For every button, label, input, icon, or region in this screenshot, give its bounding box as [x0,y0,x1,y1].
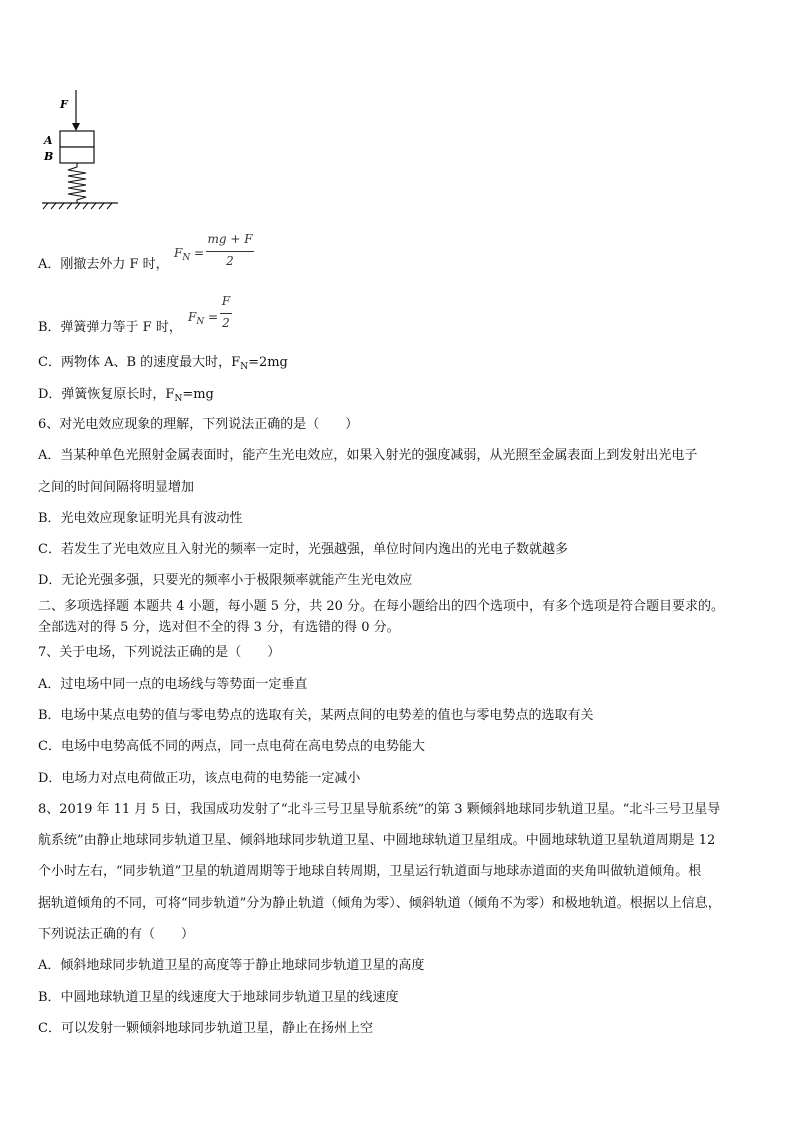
block-a-label: A [44,134,53,147]
spring [68,163,86,203]
force-label: F [60,98,68,111]
q8-stem-line5: 下列说法正确的有（ ） [38,927,195,942]
formula-a-lhs: F [174,246,183,260]
q5-option-a-formula [174,232,264,272]
q6-option-b: B．光电效应现象证明光具有波动性 [38,511,243,526]
formula-a-denominator: 2 [226,254,234,268]
block-a [60,131,94,147]
q6-option-d: D．无论光强多强，只要光的频率小于极限频率就能产生光电效应 [38,573,413,588]
q5-option-c-tail: =2mg [248,355,288,370]
formula-b-eq: = [208,310,219,324]
q8-stem-line1: 8、2019 年 11 月 5 日，我国成功发射了“北斗三号卫星导航系统”的第 3 颗倾斜地球同步轨道卫星。“北斗三号卫星导 [38,802,721,817]
spring-block-figure [38,90,138,215]
q8-stem-line4: 据轨道倾角的不同，可将“同步轨道”分为静止轨道（倾角为零）、倾斜轨道（倾角不为零）和极地轨道。根据以上信息， [38,896,721,911]
q5-option-d [38,387,214,407]
formula-b-denominator: 2 [222,316,230,330]
formula-a-numerator: mg + F [207,232,253,246]
q5-option-d-text: D．弹簧恢复原长时，F [38,387,175,402]
formula-b-lhs: F [188,310,197,324]
section2-instructions-line2: 全部选对的得 5 分，选对但不全的得 3 分，有选错的得 0 分。 [38,620,400,635]
q8-option-a: A．倾斜地球同步轨道卫星的高度等于静止地球同步轨道卫星的高度 [38,958,425,973]
section2-instructions-line1: 二、多项选择题 本题共 4 小题，每小题 5 分，共 20 分。在每小题给出的四个选项中，有多个选项是符合题目要求的。 [38,599,725,614]
q6-option-a-line1: A．当某种单色光照射金属表面时，能产生光电效应，如果入射光的强度减弱，从光照至金属表面上到发射出光电子 [38,448,698,463]
formula-b-lhs-sub: N [196,317,205,327]
block-b [60,147,94,163]
q7-option-c: C．电场中电势高低不同的两点，同一点电荷在高电势点的电势能大 [38,739,425,754]
q5-option-a: A．刚撤去外力 F 时， [38,257,169,272]
formula-b-numerator: F [221,294,231,308]
q7-option-a: A．过电场中同一点的电场线与等势面一定垂直 [38,677,308,692]
q7-option-b: B．电场中某点电势的值与零电势点的选取有关，某两点间的电势差的值也与零电势点的选取有关 [38,708,594,723]
q5-option-c-text: C．两物体 A、B 的速度最大时，F [38,355,241,370]
q8-stem-line2: 航系统”由静止地球同步轨道卫星、倾斜地球同步轨道卫星、中圆地球轨道卫星组成。中圆地球轨道卫星轨道周期是 12 [38,833,716,848]
q6-option-a-line2: 之间的时间间隔将明显增加 [38,480,195,495]
q8-stem-line3: 个小时左右，“同步轨道”卫星的轨道周期等于地球自转周期，卫星运行轨道面与地球赤道面的夹角叫做轨道倾角。根 [38,864,702,879]
q6-stem: 6、对光电效应现象的理解，下列说法正确的是（ ） [38,417,359,432]
q6-option-c: C．若发生了光电效应且入射光的频率一定时，光强越强，单位时间内逸出的光电子数就越多 [38,542,568,557]
q8-option-c: C．可以发射一颗倾斜地球同步轨道卫星，静止在扬州上空 [38,1021,373,1036]
formula-a-eq: = [194,246,205,260]
q7-stem: 7、关于电场，下列说法正确的是（ ） [38,645,281,660]
q7-option-d: D．电场力对点电荷做正功，该点电荷的电势能一定减小 [38,771,361,786]
formula-b-bar [220,313,232,314]
formula-a-lhs-sub: N [182,253,191,263]
q5-option-d-tail: =mg [182,387,214,402]
formula-a-bar [206,251,254,252]
block-b-label: B [44,150,54,163]
force-arrowhead [72,123,80,131]
q5-option-d-sub: N [174,394,183,404]
q5-option-b: B．弹簧弹力等于 F 时， [38,320,182,335]
q5-option-b-formula [188,294,248,334]
q8-option-b: B．中圆地球轨道卫星的线速度大于地球同步轨道卫星的线速度 [38,990,399,1005]
q5-option-c [38,355,288,375]
ground-hatching [43,203,112,209]
q5-option-c-sub: N [240,362,249,372]
